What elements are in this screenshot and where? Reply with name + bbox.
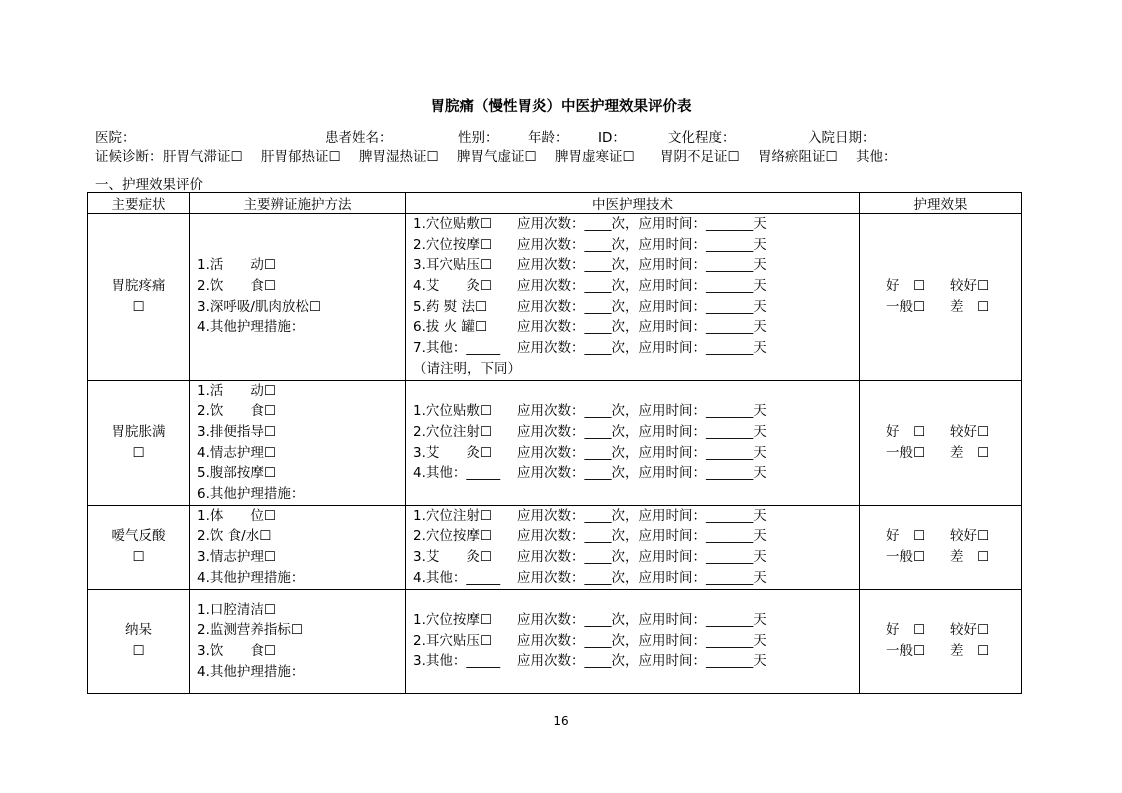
method-item: 2.监测营养指标☐ — [197, 622, 303, 639]
symptom-checkbox[interactable]: ☐ — [132, 444, 145, 461]
method-item: 5.腹部按摩☐ — [197, 465, 276, 482]
symptom-checkbox[interactable]: ☐ — [132, 643, 145, 660]
technique-item — [413, 610, 859, 631]
symptom-cell — [88, 380, 190, 505]
result-poor[interactable]: 差 ☐ — [950, 549, 990, 566]
symptom-name: 嗳气反酸 — [111, 528, 166, 545]
symptom-checkbox[interactable]: ☐ — [132, 298, 145, 315]
result-poor[interactable]: 差 ☐ — [950, 643, 990, 660]
gender-label: 性别： — [458, 130, 499, 146]
technique-item — [413, 651, 859, 672]
result-fairly-good[interactable]: 较好☐ — [950, 622, 990, 639]
symptom-name: 胃脘胀满 — [111, 423, 166, 440]
method-item: 2.饮 食☐ — [197, 403, 276, 420]
table-row — [88, 214, 1022, 381]
technique-note: （请注明，下同） — [413, 360, 521, 377]
usage-fields: 应用次数：____次，应用时间：_______天 — [517, 236, 767, 253]
header-technique: 中医护理技术 — [406, 193, 860, 214]
id-label: ID： — [598, 130, 626, 146]
technique-name: 1.穴位贴敷☐ — [413, 403, 492, 420]
technique-name: 3.其他：_____ — [413, 653, 501, 670]
technique-item — [413, 317, 859, 338]
result-cell — [860, 214, 1022, 381]
result-average[interactable]: 一般☐ — [886, 444, 926, 461]
technique-item — [413, 631, 859, 652]
method-item: 3.深呼吸/肌肉放松☐ — [197, 298, 322, 315]
technique-name: 1.穴位贴敷☐ — [413, 216, 492, 232]
usage-fields: 应用次数：____次，应用时间：_______天 — [517, 444, 767, 461]
age-label: 年龄： — [528, 130, 569, 146]
admission-date-label: 入院日期： — [808, 130, 876, 146]
result-cell — [860, 589, 1022, 693]
result-good[interactable]: 好 ☐ — [886, 528, 926, 545]
diagnosis-option: 脾胃湿热证☐ — [359, 149, 439, 165]
symptom-name: 纳呆 — [125, 622, 152, 639]
technique-cell — [406, 214, 860, 381]
table-header-row — [88, 193, 1022, 214]
diagnosis-option: 脾胃气虚证☐ — [457, 149, 537, 165]
method-item: 1.体 位☐ — [197, 507, 276, 524]
result-fairly-good[interactable]: 较好☐ — [950, 278, 990, 295]
method-item: 3.排便指导☐ — [197, 423, 276, 440]
technique-name: 2.穴位按摩☐ — [413, 528, 492, 545]
method-cell — [190, 505, 406, 589]
usage-fields: 应用次数：____次，应用时间：_______天 — [517, 465, 767, 482]
technique-name: 7.其他：_____ — [413, 340, 501, 357]
method-item: 4.其他护理措施： — [197, 569, 305, 586]
technique-item — [413, 506, 859, 527]
result-good[interactable]: 好 ☐ — [886, 278, 926, 295]
patient-name-label: 患者姓名： — [325, 130, 393, 146]
technique-item — [413, 338, 859, 359]
symptom-name: 胃脘疼痛 — [111, 277, 166, 294]
header-method: 主要辨证施护方法 — [190, 193, 406, 214]
technique-name: 3.耳穴贴压☐ — [413, 257, 492, 274]
page-number: 16 — [553, 714, 569, 728]
technique-item — [413, 463, 859, 484]
technique-name: 3.艾 灸☐ — [413, 549, 492, 566]
result-poor[interactable]: 差 ☐ — [950, 298, 990, 315]
header-result: 护理效果 — [860, 193, 1022, 214]
result-good[interactable]: 好 ☐ — [886, 423, 926, 440]
technique-name: 3.艾 灸☐ — [413, 444, 492, 461]
technique-name: 4.艾 灸☐ — [413, 278, 492, 295]
method-item: 4.情志护理☐ — [197, 444, 276, 461]
symptom-cell — [88, 214, 190, 381]
technique-name: 2.穴位按摩☐ — [413, 236, 492, 253]
method-item: 3.情志护理☐ — [197, 549, 276, 566]
technique-item — [413, 422, 859, 443]
table-row — [88, 505, 1022, 589]
symptom-cell — [88, 505, 190, 589]
usage-fields: 应用次数：____次，应用时间：_______天 — [517, 257, 767, 274]
usage-fields: 应用次数：____次，应用时间：_______天 — [517, 278, 767, 295]
technique-item — [413, 547, 859, 568]
method-cell — [190, 380, 406, 505]
technique-name: 4.其他：_____ — [413, 569, 501, 586]
method-item: 2.饮 食/水☐ — [197, 528, 272, 545]
form-title: 胃脘痛（慢性胃炎）中医护理效果评价表 — [430, 99, 692, 115]
technique-cell — [406, 380, 860, 505]
result-average[interactable]: 一般☐ — [886, 643, 926, 660]
technique-item — [413, 297, 859, 318]
technique-item — [413, 401, 859, 422]
result-fairly-good[interactable]: 较好☐ — [950, 528, 990, 545]
diagnosis-option: 胃阴不足证☐ — [660, 149, 740, 165]
method-item: 6.其他护理措施： — [197, 485, 305, 502]
section-title: 一、护理效果评价 — [95, 177, 203, 193]
technique-item — [413, 235, 859, 256]
result-cell — [860, 505, 1022, 589]
diagnosis-option: 肝胃郁热证☐ — [261, 149, 341, 165]
method-item: 4.其他护理措施： — [197, 663, 305, 680]
result-cell — [860, 380, 1022, 505]
result-poor[interactable]: 差 ☐ — [950, 444, 990, 461]
technique-name: 2.耳穴贴压☐ — [413, 632, 492, 649]
technique-item — [413, 255, 859, 276]
table-row — [88, 589, 1022, 693]
usage-fields: 应用次数：____次，应用时间：_______天 — [517, 216, 767, 232]
usage-fields: 应用次数：____次，应用时间：_______天 — [517, 549, 767, 566]
method-item: 1.活 动☐ — [197, 382, 276, 399]
technique-name: 6.拔 火 罐☐ — [413, 319, 488, 336]
usage-fields: 应用次数：____次，应用时间：_______天 — [517, 507, 767, 524]
result-average[interactable]: 一般☐ — [886, 298, 926, 315]
usage-fields: 应用次数：____次，应用时间：_______天 — [517, 319, 767, 336]
technique-item — [413, 214, 859, 235]
diagnosis-label: 证候诊断： — [95, 149, 163, 165]
usage-fields: 应用次数：____次，应用时间：_______天 — [517, 423, 767, 440]
symptom-cell — [88, 589, 190, 693]
diagnosis-option: 肝胃气滞证☐ — [163, 149, 243, 165]
education-label: 文化程度： — [668, 130, 736, 146]
evaluation-table — [87, 192, 1022, 694]
technique-name: 1.穴位按摩☐ — [413, 612, 492, 629]
result-good[interactable]: 好 ☐ — [886, 622, 926, 639]
technique-name: 4.其他：_____ — [413, 465, 501, 482]
symptom-checkbox[interactable]: ☐ — [132, 549, 145, 566]
technique-name: 1.穴位注射☐ — [413, 507, 492, 524]
diagnosis-option: 脾胃虚寒证☐ — [555, 149, 635, 165]
technique-name: 2.穴位注射☐ — [413, 423, 492, 440]
table-row — [88, 380, 1022, 505]
usage-fields: 应用次数：____次，应用时间：_______天 — [517, 612, 767, 629]
method-item: 1.活 动☐ — [197, 257, 276, 274]
result-fairly-good[interactable]: 较好☐ — [950, 423, 990, 440]
technique-name: 5.药 熨 法☐ — [413, 298, 488, 315]
method-item: 2.饮 食☐ — [197, 278, 276, 295]
diagnosis-option: 胃络瘀阻证☐ — [758, 149, 838, 165]
usage-fields: 应用次数：____次，应用时间：_______天 — [517, 569, 767, 586]
usage-fields: 应用次数：____次，应用时间：_______天 — [517, 403, 767, 420]
method-item: 3.饮 食☐ — [197, 643, 276, 660]
technique-item — [413, 568, 859, 589]
technique-item — [413, 526, 859, 547]
method-cell — [190, 214, 406, 381]
technique-item — [413, 276, 859, 297]
hospital-label: 医院： — [95, 130, 136, 146]
result-average[interactable]: 一般☐ — [886, 549, 926, 566]
method-cell — [190, 589, 406, 693]
technique-cell — [406, 589, 860, 693]
usage-fields: 应用次数：____次，应用时间：_______天 — [517, 528, 767, 545]
technique-item — [413, 443, 859, 464]
header-symptom: 主要症状 — [88, 193, 190, 214]
method-item: 4.其他护理措施： — [197, 319, 305, 336]
technique-cell — [406, 505, 860, 589]
diagnosis-other: 其他： — [856, 149, 897, 165]
usage-fields: 应用次数：____次，应用时间：_______天 — [517, 632, 767, 649]
usage-fields: 应用次数：____次，应用时间：_______天 — [517, 653, 767, 670]
method-item: 1.口腔清洁☐ — [197, 601, 276, 618]
usage-fields: 应用次数：____次，应用时间：_______天 — [517, 298, 767, 315]
usage-fields: 应用次数：____次，应用时间：_______天 — [517, 340, 767, 357]
